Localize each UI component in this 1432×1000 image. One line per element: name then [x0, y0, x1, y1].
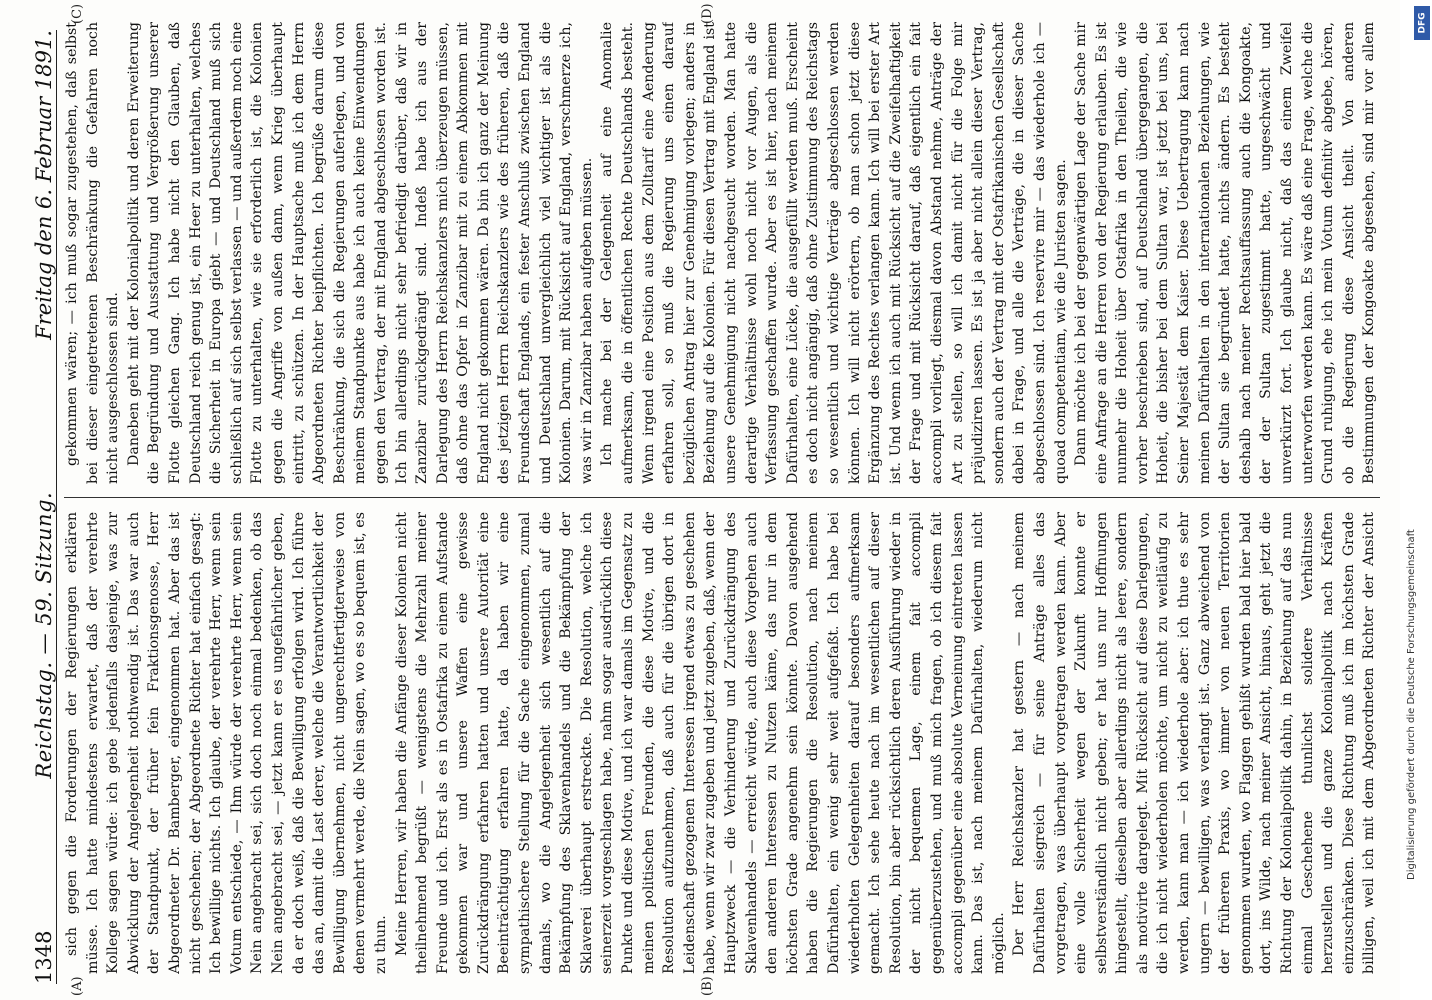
- digitization-credit: Digitalisierung gefördert durch die Deutsche Forschungsgemeinschaft: [1406, 529, 1417, 880]
- paragraph: Ich mache bei der Gelegenheit auf eine Anomalie aufmerksam, die in öffentlichen Rechte Deutschlands besteht. Wenn irgend eine Position aus dem Zolltarif eine Aenderung erfahren soll, so muß die Regierung uns einen darauf bezüglichen Antrag hier zur Genehmigung vorlegen; anders in Beziehung auf die Kolonien. Für diesen Vertrag mit England ist unsere Genehmigung nicht nachgesucht worden. Man hatte derartige Verhältnisse wohl noch nicht vor Augen, als die Verfassung geschaffen wurde. Aber es ist hier, nach meinem Dafürhalten, eine Lücke, die ausgefüllt werden muß. Erscheint es doch nicht angängig, daß ohne Zustimmung des Reichstags so wesentlich und wichtige Verträge abgeschlossen werden können. Ich will nicht erörtern, ob man schon jetzt diese Ergänzung des Rechtes verlangen kann. Ich will bei erster Art ist. Und wenn ich auch mit Rücksicht auf die Zweifelhaftigkeit der Frage und mit Rücksicht darauf, daß eigentlich ein fait accompli vorliegt, diesmal davon Abstand nehme, Anträge der Art zu stellen, so will ich damit nicht für die Folge mir präjudiziren lassen. Es ist ja aber nicht allein dieser Vertrag, sondern auch der Vertrag mit der Ostafrikanischen Gesellschaft dabei in Frage, und alle die Verträge, die in dieser Sache abgeschlossen sind. Ich reservire mir — das wiederhole ich — quoad competentiam, wie die Juristen sagen.: [599, 22, 1069, 484]
- margin-mark-d: (D): [700, 3, 715, 24]
- paragraph: Der Herr Reichskanzler hat gestern — nach meinem Dafürhalten siegreich — für seine Anträge alles das vorgetragen, was überhaupt vorgetragen werden kann. Aber eine volle Sicherheit wegen der Zukunft konnte er selbstverständlich nicht geben; er hat uns nur Hoffnungen hingestellt, dieselben aber allerdings nicht als leere, sondern als motivirte dargelegt. Mit Rücksicht auf diese Darlegungen, die ich nicht wiederholen möchte, um nicht zu weitläufig zu werden, kann man — ich wiederhole aber: ich thue es sehr ungern — bewilligen, was verlangt ist. Ganz abweichend von der früheren Praxis, wo immer von neuen Territorien genommen wurden, wo Flaggen gehißt wurden bald hier bald dort, ins Wilde, nach meiner Ansicht, hinaus, geht jetzt die Richtung der Kolonialpolitik dahin, in Beziehung auf das nun einmal Geschehene thunlichst solidere Verhältnisse herzustellen und die ganze Kolonialpolitik nach Kräften einzuschränken. Diese Richtung muß ich im höchsten Grade billigen, weil ich mit dem Abgeordneten Richter der Ansicht: [1011, 512, 1378, 974]
- page-header: [10, 30, 57, 984]
- margin-mark-b: (B): [700, 976, 715, 996]
- paragraph: Meine Herren, wir haben die Anfänge dieser Kolonien nicht theilnehmend begrüßt — wenigstens die Mehrzahl meiner Freunde und ich. Erst als es in Ostafrika zu einem Aufstande gekommen war und unsere Waffen eine gewisse Zurückdrängung erfahren hatten und unsere Autorität eine Beeinträchtigung erfahren hatte, da haben wir eine sympathischere Stellung für die Sache eingenommen, zumal damals, wo die Angelegenheit sich wesentlich auf die Bekämpfung des Sklavenhandels und die Bekämpfung der Sklaverei überhaupt erstreckte. Die Resolution, welche ich seinerzeit vorgeschlagen habe, nahm sogar ausdrücklich diese Punkte und diese Motive, und ich war damals im Gegensatz zu meinen politischen Freunden, die diese Motive, und die Resolution aufzunehmen, daß auch für die übrigen dort in Leidenschaft gezogenen Interessen irgend etwas zu geschehen habe, wenn wir zwar zugeben und jetzt zugeben, daß, wenn der Hauptzweck — die Verhinderung und Zurückdrängung des Sklavenhandels — erreicht würde, auch diese Vorgehen auch den anderen Interessen zu Nutzen käme, das nur in dem höchsten Grade angenehm sein könnte. Davon ausgehend haben die Regierungen die Resolution, nach meinem Dafürhalten, ein wenig sehr weit aufgefaßt. Ich habe bei wiederholten Gelegenheiten darauf besonders aufmerksam gemacht. Ich sehe heute nach im wesentlichen auf dieser Resolution, bin aber rücksichtlich deren Ausführung wieder in der nicht bequemen Lage, einem fait accompli gegenüberzustehen, und muß mich fragen, ob ich diesem fait accompli gegenüber eine absolute Verneinung eintreten lassen kann. Das ist, nach meinem Dafürhalten, wiederum nicht möglich.: [393, 512, 1007, 974]
- paragraph: Dann möchte ich bei der gegenwärtigen Lage der Sache mir eine Anfrage an die Herren von der Regierung erlauben. Es ist nunmehr die Hoheit über Ostafrika in den Theilen, die wie vorher beschrieben sind, auf Deutschland übergegangen, die Hoheit, die bisher bei dem Sultan war, ist jetzt bei uns, bei Seiner Majestät dem Kaiser. Diese Uebertragung kann nach meinen Dafürhalten in den internationalen Beziehungen, wie der Sultan sie begründet hatte, nichts ändern. Es besteht deshalb nach meiner Rechtsauffassung auch die Kongoakte, der der Sultan zugestimmt hatte, ungeschwächt und unverkürzt fort. Ich glaube nicht, daß das einem Zweifel unterworfen werden kann. Es wäre daß eine Frage, welche die Grund ruhigung, ehe ich mein Votum definitiv abgebe, hören, ob die Regierung diese Ansicht theilt. Von anderen Bestimmungen der Kongoakte abgesehen, sind mir vor allem: [1073, 22, 1378, 484]
- column-divider: [64, 497, 1380, 498]
- margin-mark-c: (C): [70, 3, 85, 24]
- dfg-logo: [1414, 6, 1430, 40]
- paragraph: Daneben geht mit der Kolonialpolitik und deren Erweiterung die Begründung und Ausstattung und Vergrößerung unserer Flotte gleichen Gang. Ich habe nicht den Glauben, daß Deutschland reich genug ist, ein Heer zu unterhalten, welches die Sicherheit in Europa giebt — und Deutschland muß sich schließlich auf sich selbst verlassen — und außerdem noch eine Flotte zu unterhalten, wie sie erforderlich ist, die Kolonien gegen die Angriffe von außen dann, wenn Krieg überhaupt eintritt, zu schützen. In der Hauptsache muß ich dem Herrn Abgeordneten Richter beipflichten. Ich begrüße darum diese Beschränkung, die sich die Regierungen auferlegen, und von meinem Standpunkte aus habe ich auch keine Einwendungen gegen den Vertrag, der mit England abgeschlossen worden ist. Ich bin allerdings nicht sehr befriedigt darüber, daß wir in Zanzibar zurückgedrängt sind. Indeß habe ich aus der Darlegung des Herrn Reichskanzlers mich überzeugen müssen, daß ohne das Opfer in Zanzibar mit zu einem Abkommen mit England nicht gekommen wären. Da bin ich ganz der Meinung des jetzigen Herrn Reichskanzlers wie des früheren, daß die Freundschaft Englands, ein fester Anschluß zwischen England und Deutschland unvergleichlich viel wichtiger ist als die Kolonien. Darum, mit Rücksicht auf England, verschmerze ich, was wir in Zanzibar haben aufgeben müssen.: [125, 22, 595, 484]
- dfg-logo-text: DFG: [1417, 12, 1428, 34]
- paragraph: sich gegen die Forderungen der Regierungen erklären müsse. Ich hatte mindestens erwartet, daß der verehrte Kollege sagen würde: ich gebe jedenfalls dasjenige, was zur Abwicklung der Angelegenheit nothwendig ist. Das war auch der Standpunkt, der früher fein Fraktionsgenosse, Herr Abgeordneter Dr. Bamberger, eingenommen hat. Aber das ist nicht geschehen; der Abgeordnete Richter hat einfach gesagt: Ich bewillige nichts. Ich glaube, der verehrte Herr, wenn sein Votum entschiede, — Ihm würde der verehrte Herr, wenn sein Nein angebracht sei, sich doch noch einmal bedenken, ob das Nein angebracht sei, — jetzt kann er es ungefährlicher geben, da er doch weiß, daß die Bewilligung erfolgen wird. Ich führe das an, damit die Last derer, welche die Verantwortlichkeit der Bewilligung übernehmen, nicht ungerechtfertigterweise von denen vermehrt werde, die Nein sagen, wo es so bequem ist, es zu thun.: [64, 512, 389, 974]
- left-column: [62, 512, 1382, 974]
- session-title: Reichstag. — 59. Sitzung.: [32, 491, 56, 779]
- session-date: Freitag den 6. Februar 1891.: [32, 30, 56, 340]
- right-column: [62, 22, 1382, 484]
- page-number: 1348: [32, 930, 56, 984]
- margin-mark-a: (A): [70, 976, 85, 996]
- paragraph: gekommen wären; — ich muß sogar zugestehen, daß selbst bei dieser eingetretenen Beschränkung die Gefahren noch nicht ausgeschlossen sind.: [64, 22, 122, 484]
